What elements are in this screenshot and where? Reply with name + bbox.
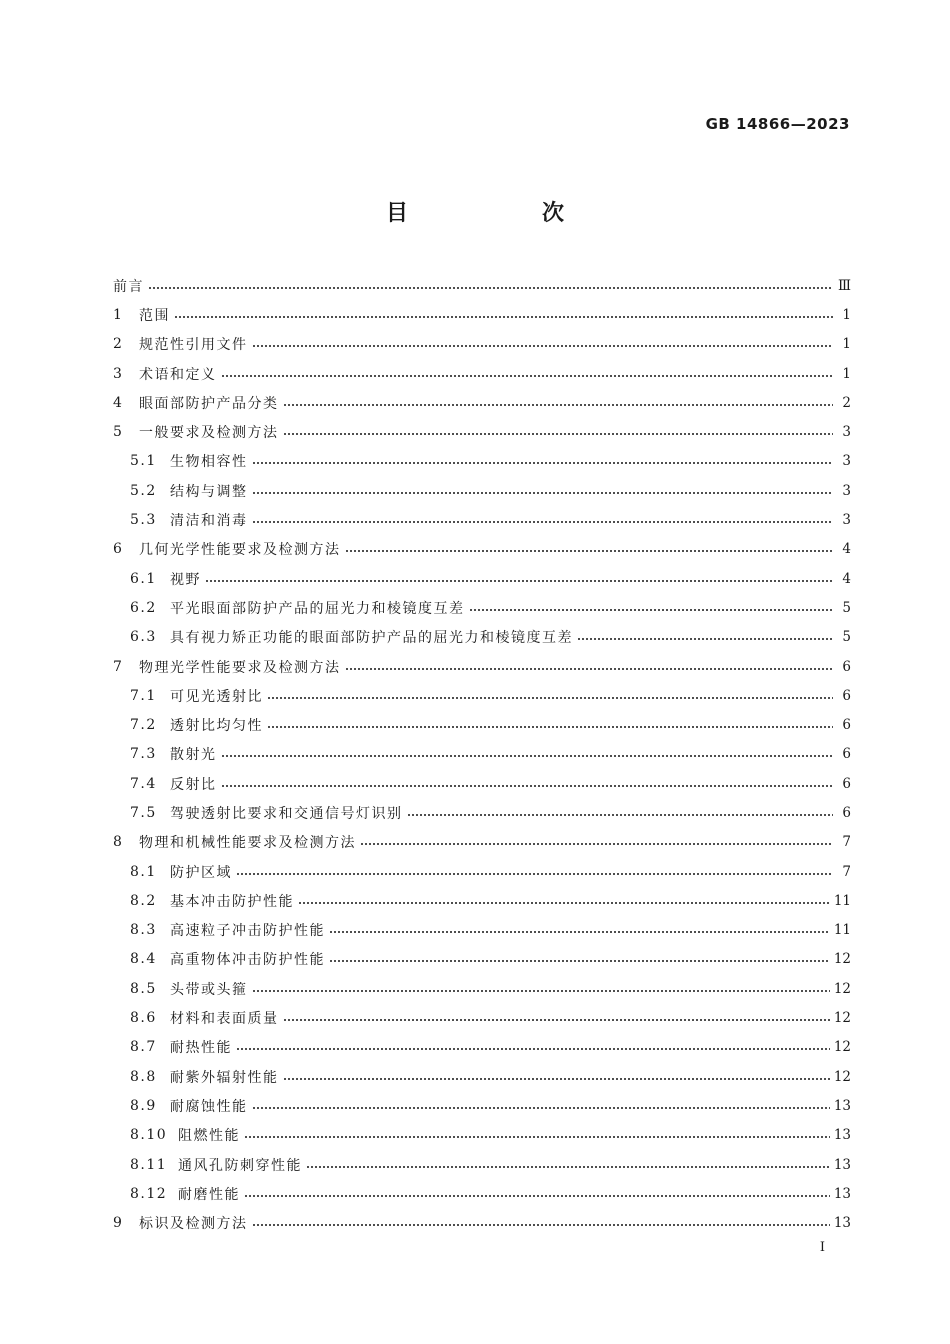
dot-leader (221, 753, 834, 759)
dot-leader (577, 636, 833, 642)
toc-entry-label: 耐磨性能 (178, 1186, 240, 1203)
toc-entry-label: 高重物体冲击防护性能 (170, 952, 325, 969)
toc-entry[interactable] (113, 271, 851, 300)
toc-entry[interactable] (113, 1179, 851, 1208)
toc-entry-label: 反射比 (170, 776, 217, 793)
toc-entry-label: 材料和表面质量 (170, 1011, 279, 1028)
toc-entry-number: 5.1 (130, 453, 157, 470)
toc-entry[interactable] (113, 1209, 851, 1238)
toc-entry-page: 6 (842, 804, 851, 821)
toc-entry-label: 术语和定义 (139, 366, 217, 383)
toc-entry-page: 3 (842, 453, 851, 470)
toc-entry-page: 3 (842, 482, 851, 499)
toc-entry-page: 13 (833, 1185, 851, 1202)
toc-entry-label: 前言 (113, 278, 144, 295)
toc-entry-page: 6 (842, 717, 851, 734)
dot-leader (221, 373, 834, 379)
toc-entry-number: 6 (113, 541, 124, 558)
dot-leader (236, 871, 833, 877)
toc-entry-page: 12 (833, 1068, 851, 1085)
toc-entry-label: 规范性引用文件 (139, 337, 248, 354)
toc-entry-page: 6 (842, 687, 851, 704)
toc-entry[interactable] (113, 505, 851, 534)
toc-entry-label: 物理和机械性能要求及检测方法 (139, 835, 356, 852)
toc-entry-label: 散射光 (170, 747, 217, 764)
toc-entry-label: 具有视力矫正功能的眼面部防护产品的屈光力和棱镜度互差 (170, 630, 573, 647)
toc-entry-page: 12 (833, 1039, 851, 1056)
toc-entry-page: 4 (842, 541, 851, 558)
toc-entry-number: 6.2 (130, 599, 157, 616)
toc-entry-page: 6 (842, 746, 851, 763)
toc-entry-page: 13 (833, 1127, 851, 1144)
table-of-contents (113, 271, 851, 1238)
toc-entry-label: 高速粒子冲击防护性能 (170, 923, 325, 940)
toc-entry-page: 12 (833, 1010, 851, 1027)
dot-leader (283, 431, 834, 437)
toc-entry-label: 一般要求及检测方法 (139, 425, 279, 442)
dot-leader (283, 1076, 830, 1082)
toc-entry-label: 清洁和消毒 (170, 513, 248, 530)
toc-entry-number: 8.4 (130, 951, 157, 968)
toc-entry[interactable] (113, 330, 851, 359)
toc-entry[interactable] (113, 681, 851, 710)
toc-entry[interactable] (113, 447, 851, 476)
toc-entry-page: 13 (833, 1215, 851, 1232)
toc-entry-label: 基本冲击防护性能 (170, 893, 294, 910)
dot-leader (360, 841, 833, 847)
toc-entry-number: 9 (113, 1215, 124, 1232)
toc-entry-label: 防护区域 (170, 864, 232, 881)
toc-entry-page: 3 (842, 424, 851, 441)
toc-entry-page: 7 (842, 834, 851, 851)
toc-entry-page: 11 (833, 922, 851, 939)
toc-entry-label: 可见光透射比 (170, 688, 263, 705)
toc-entry-label: 眼面部防护产品分类 (139, 395, 279, 412)
toc-entry-number: 8.12 (130, 1185, 168, 1202)
toc-entry-label: 耐腐蚀性能 (170, 1098, 248, 1115)
toc-entry-number: 6.3 (130, 629, 157, 646)
dot-leader (267, 695, 833, 701)
toc-entry-page: 2 (842, 394, 851, 411)
page-title: 目 次 (385, 201, 620, 226)
toc-entry-page: 1 (842, 365, 851, 382)
toc-entry-number: 8.10 (130, 1127, 168, 1144)
toc-entry-number: 1 (113, 306, 124, 323)
toc-entry-number: 6.1 (130, 570, 157, 587)
toc-entry[interactable] (113, 535, 851, 564)
dot-leader (306, 1164, 830, 1170)
toc-entry-number: 7.4 (130, 775, 157, 792)
toc-entry[interactable] (113, 1062, 851, 1091)
toc-entry-number: 8.3 (130, 922, 157, 939)
dot-leader (252, 460, 834, 466)
dot-leader (252, 490, 834, 496)
toc-entry-page: Ⅲ (837, 277, 851, 294)
dot-leader (205, 578, 833, 584)
toc-entry-page: 7 (842, 863, 851, 880)
dot-leader (252, 988, 830, 994)
toc-entry[interactable] (113, 945, 851, 974)
toc-entry-number: 8.11 (130, 1156, 168, 1173)
toc-entry-page: 11 (833, 892, 851, 909)
toc-entry[interactable] (113, 652, 851, 681)
toc-entry[interactable] (113, 798, 851, 827)
toc-entry[interactable] (113, 300, 851, 329)
dot-leader (469, 607, 834, 613)
toc-entry-number: 2 (113, 336, 124, 353)
toc-entry-label: 驾驶透射比要求和交通信号灯识别 (170, 805, 403, 822)
toc-entry-page: 6 (842, 775, 851, 792)
toc-entry-number: 7.3 (130, 746, 157, 763)
toc-entry[interactable] (113, 593, 851, 622)
page-number: I (819, 1240, 825, 1255)
toc-entry-page: 5 (842, 599, 851, 616)
dot-leader (174, 314, 833, 320)
toc-entry-number: 7.1 (130, 687, 157, 704)
dot-leader (298, 900, 830, 906)
toc-entry[interactable] (113, 1033, 851, 1062)
standard-code: GB 14866—2023 (705, 115, 850, 133)
toc-entry-number: 7 (113, 658, 124, 675)
toc-entry-label: 结构与调整 (170, 483, 248, 500)
dot-leader (329, 929, 830, 935)
toc-entry-label: 生物相容性 (170, 454, 248, 471)
toc-entry-label: 耐热性能 (170, 1040, 232, 1057)
toc-entry[interactable] (113, 1121, 851, 1150)
toc-entry-number: 7.5 (130, 804, 157, 821)
toc-entry-label: 通风孔防刺穿性能 (178, 1157, 302, 1174)
toc-entry[interactable] (113, 710, 851, 739)
toc-entry-number: 4 (113, 394, 124, 411)
dot-leader (252, 1222, 830, 1228)
toc-entry[interactable] (113, 828, 851, 857)
toc-entry-page: 6 (842, 658, 851, 675)
toc-entry-label: 透射比均匀性 (170, 718, 263, 735)
toc-entry-page: 1 (842, 336, 851, 353)
toc-entry[interactable] (113, 359, 851, 388)
toc-entry[interactable] (113, 857, 851, 886)
toc-entry[interactable] (113, 1003, 851, 1032)
dot-leader (407, 812, 834, 818)
toc-entry-number: 8.5 (130, 980, 157, 997)
toc-entry-label: 耐紫外辐射性能 (170, 1069, 279, 1086)
toc-entry-label: 平光眼面部防护产品的屈光力和棱镜度互差 (170, 600, 465, 617)
dot-leader (283, 402, 834, 408)
toc-entry[interactable] (113, 769, 851, 798)
toc-entry-page: 1 (842, 306, 851, 323)
dot-leader (329, 958, 830, 964)
toc-entry-label: 物理光学性能要求及检测方法 (139, 659, 341, 676)
toc-entry-label: 范围 (139, 307, 170, 324)
toc-entry-number: 8.7 (130, 1039, 157, 1056)
dot-leader (267, 724, 833, 730)
toc-entry[interactable] (113, 476, 851, 505)
dot-leader (283, 1017, 830, 1023)
toc-entry-page: 4 (842, 570, 851, 587)
toc-entry[interactable] (113, 623, 851, 652)
toc-entry-page: 5 (842, 629, 851, 646)
toc-entry-page: 12 (833, 951, 851, 968)
toc-entry[interactable] (113, 388, 851, 417)
toc-entry-page: 3 (842, 512, 851, 529)
toc-entry-label: 阻燃性能 (178, 1128, 240, 1145)
toc-entry-number: 5.2 (130, 482, 157, 499)
toc-entry-label: 视野 (170, 571, 201, 588)
dot-leader (244, 1193, 830, 1199)
dot-leader (345, 666, 834, 672)
toc-entry[interactable] (113, 886, 851, 915)
toc-entry-page: 13 (833, 1097, 851, 1114)
toc-entry-number: 7.2 (130, 717, 157, 734)
toc-entry-number: 8.2 (130, 892, 157, 909)
dot-leader (252, 519, 834, 525)
dot-leader (345, 548, 834, 554)
toc-entry[interactable] (113, 1150, 851, 1179)
toc-entry-number: 5 (113, 424, 124, 441)
toc-entry-number: 8.6 (130, 1010, 157, 1027)
toc-entry[interactable] (113, 1091, 851, 1120)
toc-entry-number: 5.3 (130, 512, 157, 529)
dot-leader (221, 783, 834, 789)
toc-entry-page: 13 (833, 1156, 851, 1173)
dot-leader (148, 285, 833, 291)
toc-entry[interactable] (113, 564, 851, 593)
toc-entry-number: 3 (113, 365, 124, 382)
dot-leader (244, 1134, 830, 1140)
toc-entry-number: 8.9 (130, 1097, 157, 1114)
toc-entry-label: 几何光学性能要求及检测方法 (139, 542, 341, 559)
toc-entry-page: 12 (833, 980, 851, 997)
toc-entry-number: 8.8 (130, 1068, 157, 1085)
dot-leader (252, 343, 834, 349)
toc-entry-number: 8 (113, 834, 124, 851)
dot-leader (252, 1105, 830, 1111)
toc-entry[interactable] (113, 417, 851, 446)
toc-entry-label: 标识及检测方法 (139, 1216, 248, 1233)
dot-leader (236, 1046, 830, 1052)
toc-entry-number: 8.1 (130, 863, 157, 880)
toc-entry[interactable] (113, 974, 851, 1003)
toc-entry[interactable] (113, 916, 851, 945)
toc-entry-label: 头带或头箍 (170, 981, 248, 998)
toc-entry[interactable] (113, 740, 851, 769)
